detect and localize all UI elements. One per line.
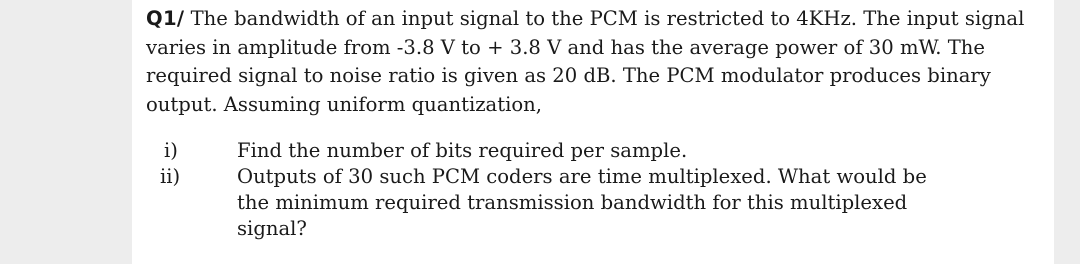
- subpart-text: Find the number of bits required per sample.: [237, 139, 688, 162]
- subpart-marker: ii): [160, 165, 181, 188]
- subpart-list: [160, 138, 1040, 242]
- question-paragraph: [146, 5, 1046, 119]
- subpart-text: Outputs of 30 such PCM coders are time multiplexed. What would be the minimum required transmission bandwidth for this multiplexed signal?: [237, 165, 927, 240]
- subpart-marker: i): [164, 139, 178, 162]
- question-number: Q1/: [146, 7, 185, 30]
- subpart-item: [160, 138, 1040, 164]
- subpart-item: [160, 164, 1040, 242]
- question-text: The bandwidth of an input signal to the PCM is restricted to 4KHz. The input signal varies in amplitude from -3.8 V to + 3.8 V and has the average power of 30 mW. The required signal to noise ratio is given as 20 dB. The PCM modulator produces binary output. Assuming uniform quantization,: [146, 7, 1025, 116]
